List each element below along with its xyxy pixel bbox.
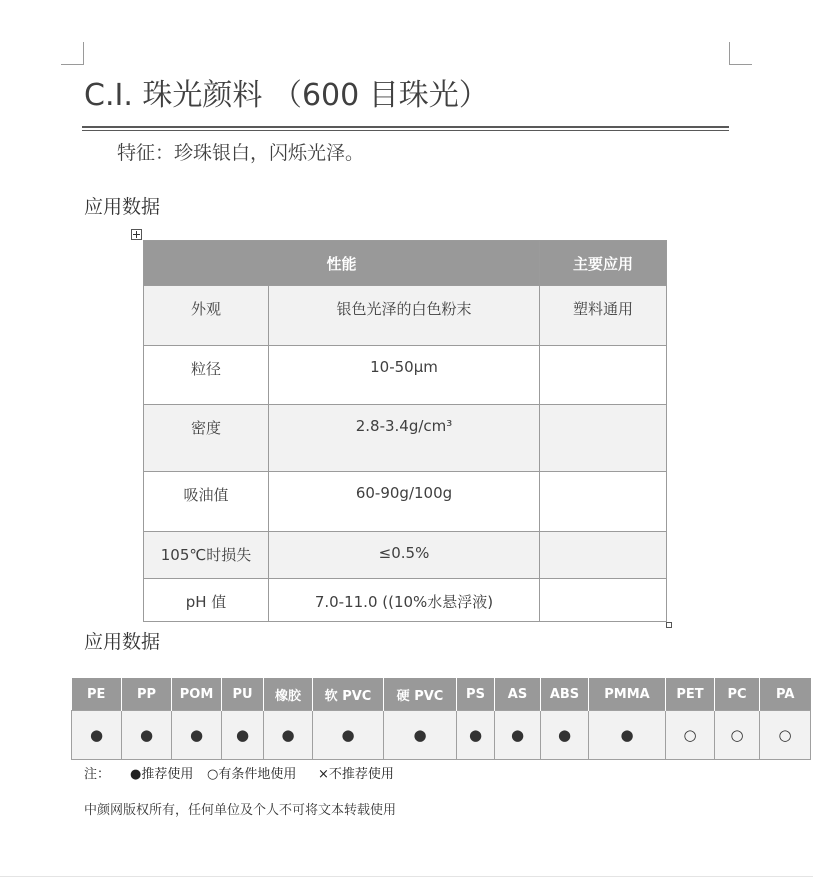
rating-symbol: ● (384, 711, 457, 760)
table-resize-handle-icon[interactable] (666, 622, 672, 628)
applications-table (71, 678, 811, 760)
property-application (540, 346, 667, 405)
material-header: AS (495, 678, 541, 711)
material-header: ABS (541, 678, 589, 711)
rating-symbol: ● (222, 711, 264, 760)
property-value: 2.8-3.4g/cm³ (269, 405, 540, 472)
material-header: POM (172, 678, 222, 711)
property-label: 105℃时损失 (144, 532, 269, 579)
material-header: 橡胶 (264, 678, 313, 711)
legend-recommended: ●推荐使用 (130, 767, 194, 782)
notes-label: 注： (84, 767, 111, 782)
table-row (144, 472, 667, 532)
applications-header-row (72, 678, 811, 711)
material-header: PA (760, 678, 811, 711)
page-bottom-divider (0, 876, 813, 877)
property-value: 10-50μm (269, 346, 540, 405)
material-header: PE (72, 678, 122, 711)
properties-table (143, 240, 667, 622)
property-application (540, 579, 667, 622)
property-label: 吸油值 (144, 472, 269, 532)
rating-symbol: ● (264, 711, 313, 760)
property-application: 塑料通用 (540, 286, 667, 346)
material-header: PU (222, 678, 264, 711)
table-row (144, 346, 667, 405)
property-value: 银色光泽的白色粉末 (269, 286, 540, 346)
table-row (144, 532, 667, 579)
material-header: 硬 PVC (384, 678, 457, 711)
material-header: PC (715, 678, 760, 711)
legend-not-recommended: ×不推荐使用 (318, 767, 394, 782)
table-row (144, 405, 667, 472)
property-label: 粒径 (144, 346, 269, 405)
header-performance: 性能 (144, 241, 540, 286)
property-application (540, 405, 667, 472)
rating-symbol: ● (172, 711, 222, 760)
rating-symbol: ○ (715, 711, 760, 760)
material-header: 软 PVC (313, 678, 384, 711)
rating-symbol: ● (122, 711, 172, 760)
property-application (540, 472, 667, 532)
material-header: PS (457, 678, 495, 711)
header-main-application: 主要应用 (540, 241, 667, 286)
document-title: C.I. 珠光颜料 （600 目珠光） (84, 78, 489, 113)
table-move-handle-icon[interactable] (131, 229, 142, 240)
applications-rating-row (72, 711, 811, 760)
page-corner-mark-top-right (729, 42, 752, 65)
material-header: PET (666, 678, 715, 711)
property-label: 外观 (144, 286, 269, 346)
table-row (144, 286, 667, 346)
rating-symbol: ○ (760, 711, 811, 760)
section-heading-application-data: 应用数据 (84, 196, 161, 218)
property-label: pH 值 (144, 579, 269, 622)
property-application (540, 532, 667, 579)
rating-symbol: ● (495, 711, 541, 760)
rating-symbol: ● (313, 711, 384, 760)
material-header: PP (122, 678, 172, 711)
properties-header-row (144, 241, 667, 286)
property-value: 7.0-11.0 ((10%水悬浮液) (269, 579, 540, 622)
section-heading-application-data-2: 应用数据 (84, 631, 161, 653)
legend-conditional: ○有条件地使用 (207, 767, 297, 782)
rating-symbol: ● (457, 711, 495, 760)
title-underline-thick (82, 126, 729, 128)
rating-symbol: ○ (666, 711, 715, 760)
property-value: 60-90g/100g (269, 472, 540, 532)
page-corner-mark-top-left (61, 42, 84, 65)
copyright-notice: 中颜网版权所有，任何单位及个人不可将文本转载使用 (84, 803, 397, 818)
property-value: ≤0.5% (269, 532, 540, 579)
rating-symbol: ● (541, 711, 589, 760)
property-label: 密度 (144, 405, 269, 472)
material-header: PMMA (589, 678, 666, 711)
rating-symbol: ● (589, 711, 666, 760)
rating-symbol: ● (72, 711, 122, 760)
title-underline-thin (82, 130, 729, 131)
feature-description: 特征：珍珠银白，闪烁光泽。 (117, 142, 365, 164)
table-row (144, 579, 667, 622)
